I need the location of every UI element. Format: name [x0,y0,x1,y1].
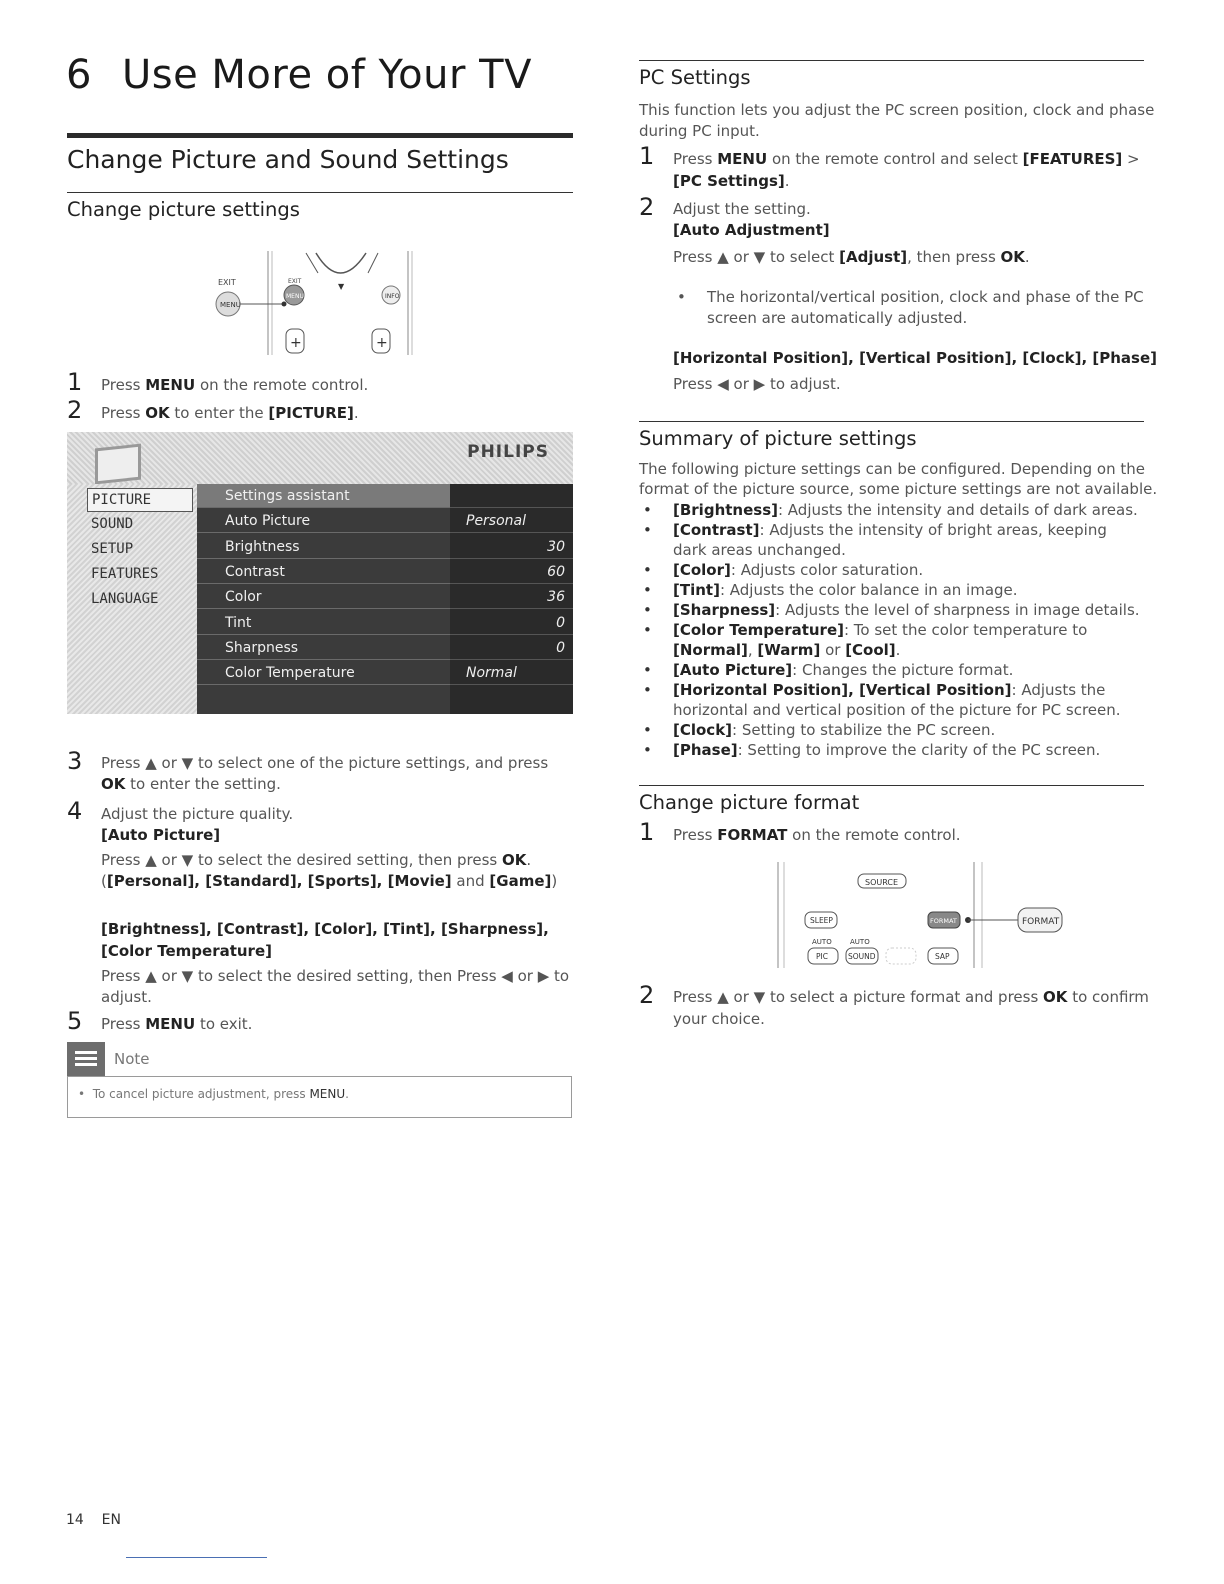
auto-picture-text: Press ▲ or ▼ to select the desired setting, then press OK. [101,851,532,869]
tv-menu-category-picture: PICTURE [87,488,193,512]
sap-label: SAP [935,952,950,961]
adjust-heading-line-2: [Color Temperature] [101,942,272,960]
pc-step-1-number: 1 [639,142,655,170]
auto-label-2: AUTO [850,938,870,946]
pc-settings-rule [639,60,1144,61]
step-2-text: Press OK to enter the [PICTURE]. [101,404,359,422]
adjust-text-line-2: adjust. [101,988,152,1006]
summary-item: • [Brightness]: Adjusts the intensity and details of dark areas. [639,500,1144,520]
tv-icon [95,444,141,485]
step-2-number: 2 [67,396,83,424]
tv-picture-menu-screenshot [67,432,573,714]
pc-intro-line-2: during PC input. [639,122,760,140]
auto-adjustment-bullet-line-2: screen are automatically adjusted. [707,309,968,327]
auto-adjustment-text: Press ▲ or ▼ to select [Adjust], then press OK. [673,248,1030,266]
summary-item: • [Color Temperature]: To set the color temperature to [Normal], [Warm] or [Cool]. [639,620,1144,660]
page-number: 14 [66,1512,84,1528]
menu-label-2: MENU [286,293,304,300]
source-label: SOURCE [865,878,899,887]
tv-menu-value: 60 [450,560,573,584]
remote-illustration-menu [196,243,436,358]
pc-step-1-text: Press MENU on the remote control and select [FEATURES] > [673,150,1140,168]
tv-menu-category-features: FEATURES [91,566,159,582]
tv-menu-value: Personal [450,509,573,533]
step-3-text: Press ▲ or ▼ to select one of the picture settings, and press OK to enter the setting. [101,754,549,793]
format-step-1-text: Press FORMAT on the remote control. [673,826,961,844]
adjust-text-line-1: Press ▲ or ▼ to select the desired setting, then Press ◀ or ▶ to [101,967,570,985]
tv-menu-value: 30 [450,535,573,559]
tv-menu-category-sound: SOUND [91,516,134,532]
auto-label-1: AUTO [812,938,832,946]
position-text: Press ◀ or ▶ to adjust. [673,375,841,393]
tv-menu-value [450,484,573,508]
tv-menu-value: 0 [450,636,573,660]
sleep-label: SLEEP [810,916,833,925]
tv-menu-category-language: LANGUAGE [91,591,159,607]
summary-intro-line-2: format of the picture source, some picture settings are not available. [639,480,1158,498]
note-label: Note [114,1050,150,1068]
step-1-number: 1 [67,368,83,396]
chapter-number: 6 [66,52,92,98]
pc-step-2-text: Adjust the setting. [673,200,811,218]
summary-intro-line-1: The following picture settings can be configured. Depending on the [639,460,1145,478]
pc-intro-line-1: This function lets you adjust the PC screen position, clock and phase [639,101,1155,119]
summary-item: • [Tint]: Adjusts the color balance in an image. [639,580,1144,600]
subsection-rule [67,192,573,193]
info-label: INFO [385,293,400,300]
svg-text:▼: ▼ [338,282,345,291]
summary-item: • [Phase]: Setting to improve the clarity of the PC screen. [639,740,1144,760]
position-heading: [Horizontal Position], [Vertical Position], [Clock], [Phase] [673,349,1157,367]
pc-step-2-number: 2 [639,193,655,221]
format-title: Change picture format [639,791,860,814]
exit-label: EXIT [218,278,236,287]
summary-item: • [Color]: Adjusts color saturation. [639,560,1144,580]
pic-label: PIC [816,952,828,961]
pc-settings-title: PC Settings [639,66,751,89]
tv-menu-value: 0 [450,611,573,635]
note-text: • To cancel picture adjustment, press MENU. [78,1087,349,1101]
step-4-number: 4 [67,797,83,825]
format-label: FORMAT [930,917,957,925]
tv-menu-value: 36 [450,585,573,609]
tv-menu-item-contrast: Contrast [197,560,450,584]
auto-adjustment-heading: [Auto Adjustment] [673,221,830,239]
section-rule [67,133,573,138]
step-5-text: Press MENU to exit. [101,1015,253,1033]
tv-menu-item-sharpness: Sharpness [197,636,450,660]
svg-text:+: + [290,335,302,351]
note-icon [67,1042,105,1076]
subsection-title: Change picture settings [67,198,300,221]
chapter-title [66,52,532,98]
language-code: EN [101,1512,121,1528]
remote-illustration-format [770,860,1070,970]
tv-menu-item-tint: Tint [197,611,450,635]
summary-item: • [Contrast]: Adjusts the intensity of bright areas, keeping dark areas unchanged. [639,520,1144,560]
format-step-2-text: Press ▲ or ▼ to select a picture format and press OK to confirm [673,988,1149,1006]
tv-menu-item-settings-assistant: Settings assistant [197,484,450,508]
step-3-number: 3 [67,747,83,775]
auto-picture-options: ([Personal], [Standard], [Sports], [Movie] and [Game]) [101,872,558,890]
menu-label: MENU [220,301,241,309]
sound-label: SOUND [848,952,876,961]
philips-logo: PHILIPS [467,442,549,462]
tv-menu-value: Normal [450,661,573,685]
adjust-heading-line-1: [Brightness], [Contrast], [Color], [Tint], [Sharpness], [101,920,549,938]
format-step-2-line-2: your choice. [673,1010,765,1028]
summary-list [639,500,1144,760]
auto-adjustment-bullet-line-1: The horizontal/vertical position, clock and phase of the PC [707,288,1144,306]
auto-picture-heading: [Auto Picture] [101,826,221,844]
format-rule [639,785,1144,786]
summary-item: • [Clock]: Setting to stabilize the PC screen. [639,720,1144,740]
tv-menu-item-auto-picture: Auto Picture [197,509,450,533]
footer-rule [126,1557,267,1558]
format-callout-label: FORMAT [1022,917,1060,927]
format-step-1-number: 1 [639,818,655,846]
section-title: Change Picture and Sound Settings [67,145,509,174]
summary-item: • [Horizontal Position], [Vertical Position]: Adjusts the horizontal and vertical position of the picture for PC screen. [639,680,1144,720]
tv-menu-category-setup: SETUP [91,541,134,557]
summary-rule [639,421,1144,422]
step-1-text: Press MENU on the remote control. [101,376,369,394]
page-footer [66,1512,121,1528]
pc-step-1-target: [PC Settings]. [673,172,790,190]
summary-item: • [Auto Picture]: Changes the picture format. [639,660,1144,680]
svg-text:+: + [376,335,388,351]
tv-menu-item-color-temperature: Color Temperature [197,661,450,685]
tv-menu-item-color: Color [197,585,450,609]
tv-menu-item-brightness: Brightness [197,535,450,559]
chapter-title-text: Use More of Your TV [121,52,532,98]
format-step-2-number: 2 [639,981,655,1009]
exit-label-2: EXIT [288,278,302,285]
step-5-number: 5 [67,1007,83,1035]
summary-title: Summary of picture settings [639,427,917,450]
step-4-text: Adjust the picture quality. [101,805,294,823]
summary-item: • [Sharpness]: Adjusts the level of sharpness in image details. [639,600,1144,620]
